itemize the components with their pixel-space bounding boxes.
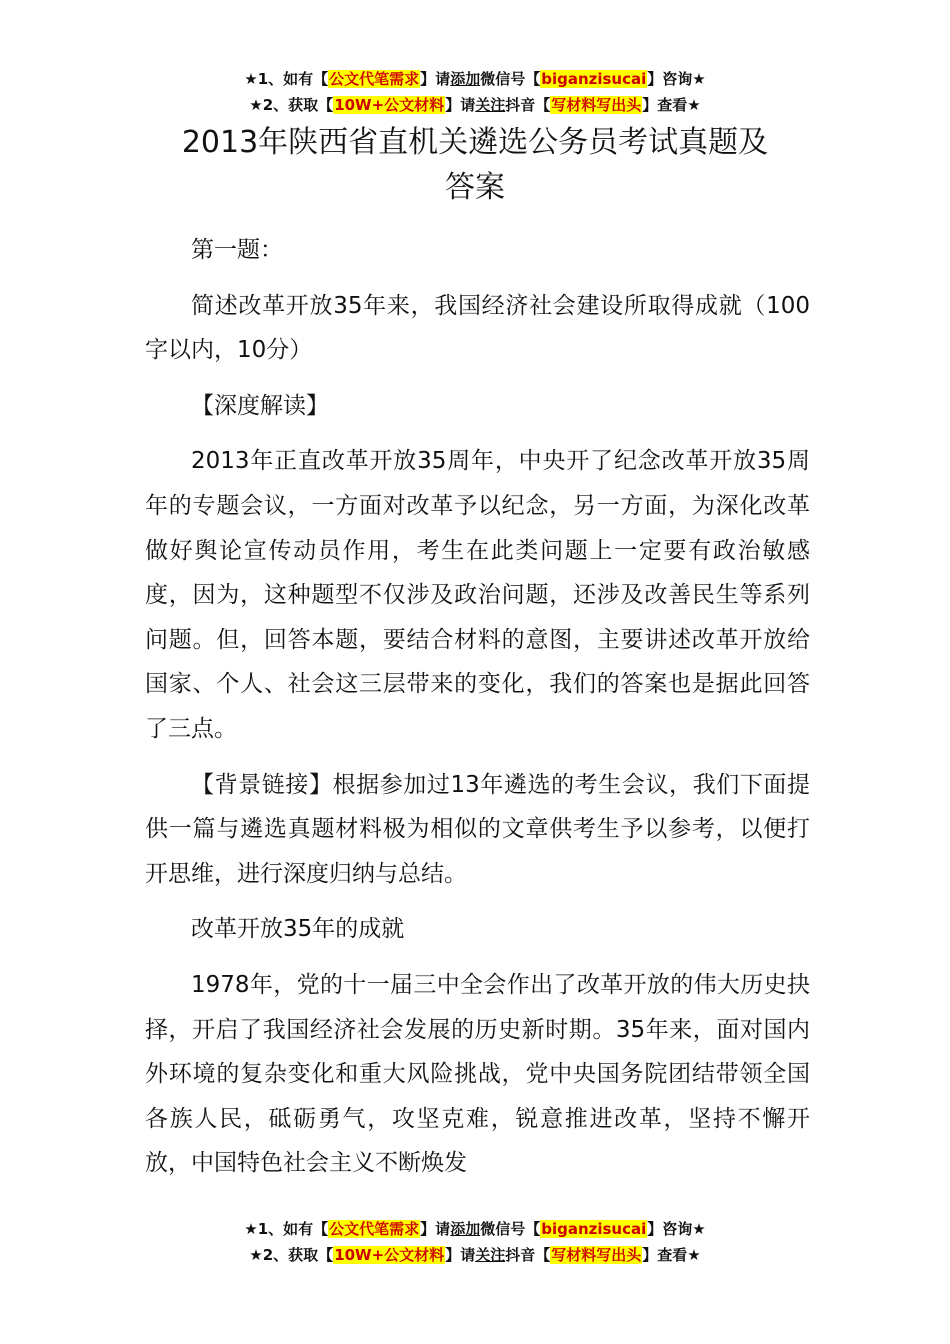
- promo-highlight: 写材料写出头: [551, 1246, 642, 1264]
- promo-highlight: 公文代笔需求: [329, 70, 420, 88]
- promo-text: 】咨询★: [647, 70, 706, 88]
- promo-text: 微信号【: [480, 1220, 541, 1238]
- promo-highlight: 10W+公文材料: [334, 1246, 445, 1264]
- promo-highlight: 公文代笔需求: [329, 1220, 420, 1238]
- promo-line-1: [0, 66, 950, 92]
- promo-text: 微信号【: [480, 70, 541, 88]
- paragraph-question-heading: 第一题：: [191, 237, 283, 263]
- paragraph-question: 简述改革开放35年来，我国经济社会建设所取得成就（100字以内，10分）: [145, 292, 810, 364]
- title-line: 2013年陕西省直机关遴选公务员考试真题及: [181, 125, 769, 160]
- promo-text: 】请: [445, 1246, 476, 1264]
- promo-text: 】查看★: [642, 1246, 701, 1264]
- paragraph-article-title: 改革开放35年的成就: [191, 916, 405, 943]
- promo-line-2: [0, 1242, 950, 1268]
- promo-banner-top: [0, 66, 950, 118]
- promo-highlight: 写材料写出头: [551, 96, 642, 114]
- promo-underlined: 关注: [475, 96, 506, 114]
- promo-highlight: biganzisucai: [541, 1220, 647, 1238]
- document-title: [0, 120, 950, 210]
- promo-underlined: 关注: [475, 1246, 506, 1264]
- promo-text: 】查看★: [642, 96, 701, 114]
- promo-text: 】咨询★: [647, 1220, 706, 1238]
- promo-text: ★2、获取【: [249, 96, 334, 114]
- paragraph-article-body: 1978年，党的十一届三中全会作出了改革开放的伟大历史抉择，开启了我国经济社会发展的历史新时期。35年来，面对国内外环境的复杂变化和重大风险挑战，党中央国务院团结带领全国各族人民，砥砺勇气，攻坚克难，锐意推进改革，坚持不懈开放，中国特色社会主义不断焕发: [145, 971, 810, 1177]
- paragraph-analysis-heading: 【深度解读】: [191, 392, 329, 419]
- promo-underlined: 添加: [450, 70, 481, 88]
- promo-line-2: [0, 92, 950, 118]
- promo-line-1: [0, 1216, 950, 1242]
- promo-text: ★1、如有【: [244, 70, 329, 88]
- paragraph-background: 【背景链接】根据参加过13年遴选的考生会议，我们下面提供一篇与遴选真题材料极为相似的文章供考生予以参考，以便打开思维，进行深度归纳与总结。: [145, 771, 810, 887]
- promo-text: ★2、获取【: [249, 1246, 334, 1264]
- promo-text: 抖音【: [505, 96, 551, 114]
- promo-text: 抖音【: [505, 1246, 551, 1264]
- promo-underlined: 添加: [450, 1220, 481, 1238]
- promo-text: ★1、如有【: [244, 1220, 329, 1238]
- promo-highlight: 10W+公文材料: [334, 96, 445, 114]
- title-line: 答案: [445, 170, 505, 205]
- paragraph-analysis: 2013年正直改革开放35周年，中央开了纪念改革开放35周年的专题会议，一方面对改革予以纪念，另一方面，为深化改革做好舆论宣传动员作用，考生在此类问题上一定要有政治敏感度，因为，这种题型不仅涉及政治问题，还涉及改善民生等系列问题。但，回答本题，要结合材料的意图，主要讲述改革开放给国家、个人、社会这三层带来的变化，我们的答案也是据此回答了三点。: [145, 448, 810, 742]
- promo-highlight: biganzisucai: [541, 70, 647, 88]
- promo-text: 】请: [420, 1220, 451, 1238]
- document-body: [145, 228, 810, 1197]
- promo-text: 】请: [445, 96, 476, 114]
- promo-text: 】请: [420, 70, 451, 88]
- promo-banner-bottom: [0, 1216, 950, 1268]
